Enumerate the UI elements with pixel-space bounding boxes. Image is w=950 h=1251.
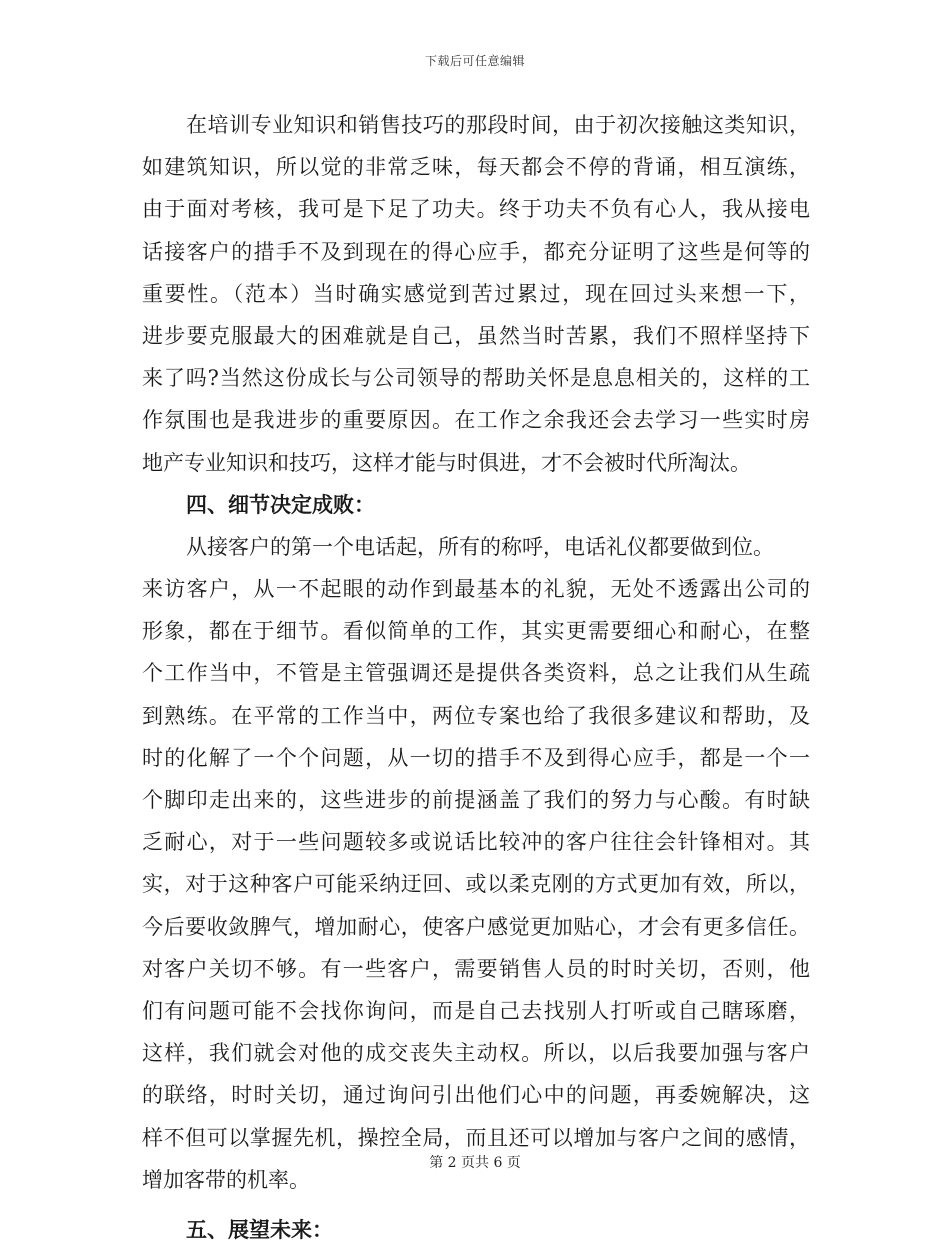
- paragraph-2-line: 增加客带的机率。: [142, 1167, 310, 1192]
- paragraph-2-line: 对客户关切不够。有一些客户，需要销售人员的时时关切，否则，他: [142, 956, 810, 981]
- paragraph-2-line: 的联络，时时关切，通过询问引出他们心中的问题，再委婉解决，这: [142, 1083, 810, 1108]
- paragraph-2-line: 到熟练。在平常的工作当中，两位专案也给了我很多建议和帮助，及: [142, 703, 810, 728]
- paragraph-1-line: 地产专业知识和技巧，这样才能与时俱进，才不会被时代所淘汰。: [142, 450, 751, 475]
- paragraph-1-line: 进步要克服最大的困难就是自己，虽然当时苦累，我们不照样坚持下: [142, 323, 810, 348]
- paragraph-1-line: 重要性。（范本）当时确实感觉到苦过累过，现在回过头来想一下，: [142, 281, 810, 306]
- paragraph-1-line: 作氛围也是我进步的重要原因。在工作之余我还会去学习一些实时房: [142, 408, 810, 433]
- paragraph-2-line: 们有问题可能不会找你询问，而是自己去找别人打听或自己瞎琢磨，: [142, 998, 810, 1023]
- paragraph-2-line: 时的化解了一个个问题，从一切的措手不及到得心应手，都是一个一: [142, 745, 810, 770]
- paragraph-2-line: 今后要收敛脾气，增加耐心，使客户感觉更加贴心，才会有更多信任。: [142, 914, 810, 939]
- page-header: 下载后可任意编辑: [424, 54, 525, 68]
- section-heading-5: 五、展望未来：: [186, 1216, 333, 1242]
- page-footer: 第 2 页共 6 页: [429, 1155, 521, 1171]
- paragraph-1-line: 来了吗?当然这份成长与公司领导的帮助关怀是息息相关的，这样的工: [142, 366, 810, 391]
- paragraph-2-line: 来访客户，从一不起眼的动作到最基本的礼貌，无处不透露出公司的: [142, 577, 810, 602]
- paragraph-2-line: 样不但可以掌握先机，操控全局，而且还可以增加与客户之间的感情，: [142, 1125, 810, 1150]
- paragraph-2-line: 这样，我们就会对他的成交丧失主动权。所以，以后我要加强与客户: [142, 1041, 810, 1066]
- paragraph-2-line: 形象，都在于细节。看似简单的工作，其实更需要细心和耐心，在整: [142, 619, 810, 644]
- paragraph-2-line: 个工作当中，不管是主管强调还是提供各类资料，总之让我们从生疏: [142, 661, 810, 686]
- paragraph-1-line: 在培训专业知识和销售技巧的那段时间，由于初次接触这类知识，: [186, 113, 810, 137]
- paragraph-1-line: 如建筑知识，所以觉的非常乏味，每天都会不停的背诵，相互演练，: [142, 155, 810, 180]
- paragraph-1-line: 话接客户的措手不及到现在的得心应手，都充分证明了这些是何等的: [142, 239, 810, 264]
- paragraph-2-line: 从接客户的第一个电话起，所有的称呼，电话礼仪都要做到位。: [186, 534, 774, 559]
- paragraph-1-line: 由于面对考核，我可是下足了功夫。终于功夫不负有心人，我从接电: [142, 197, 810, 222]
- paragraph-2-line: 实，对于这种客户可能采纳迂回、或以柔克刚的方式更加有效，所以，: [142, 872, 810, 897]
- section-heading-4: 四、细节决定成败：: [186, 491, 375, 517]
- paragraph-2-line: 乏耐心，对于一些问题较多或说话比较冲的客户往往会针锋相对。其: [142, 830, 810, 855]
- document-body: [142, 104, 810, 1251]
- paragraph-2-line: 个脚印走出来的，这些进步的前提涵盖了我们的努力与心酸。有时缺: [142, 788, 810, 812]
